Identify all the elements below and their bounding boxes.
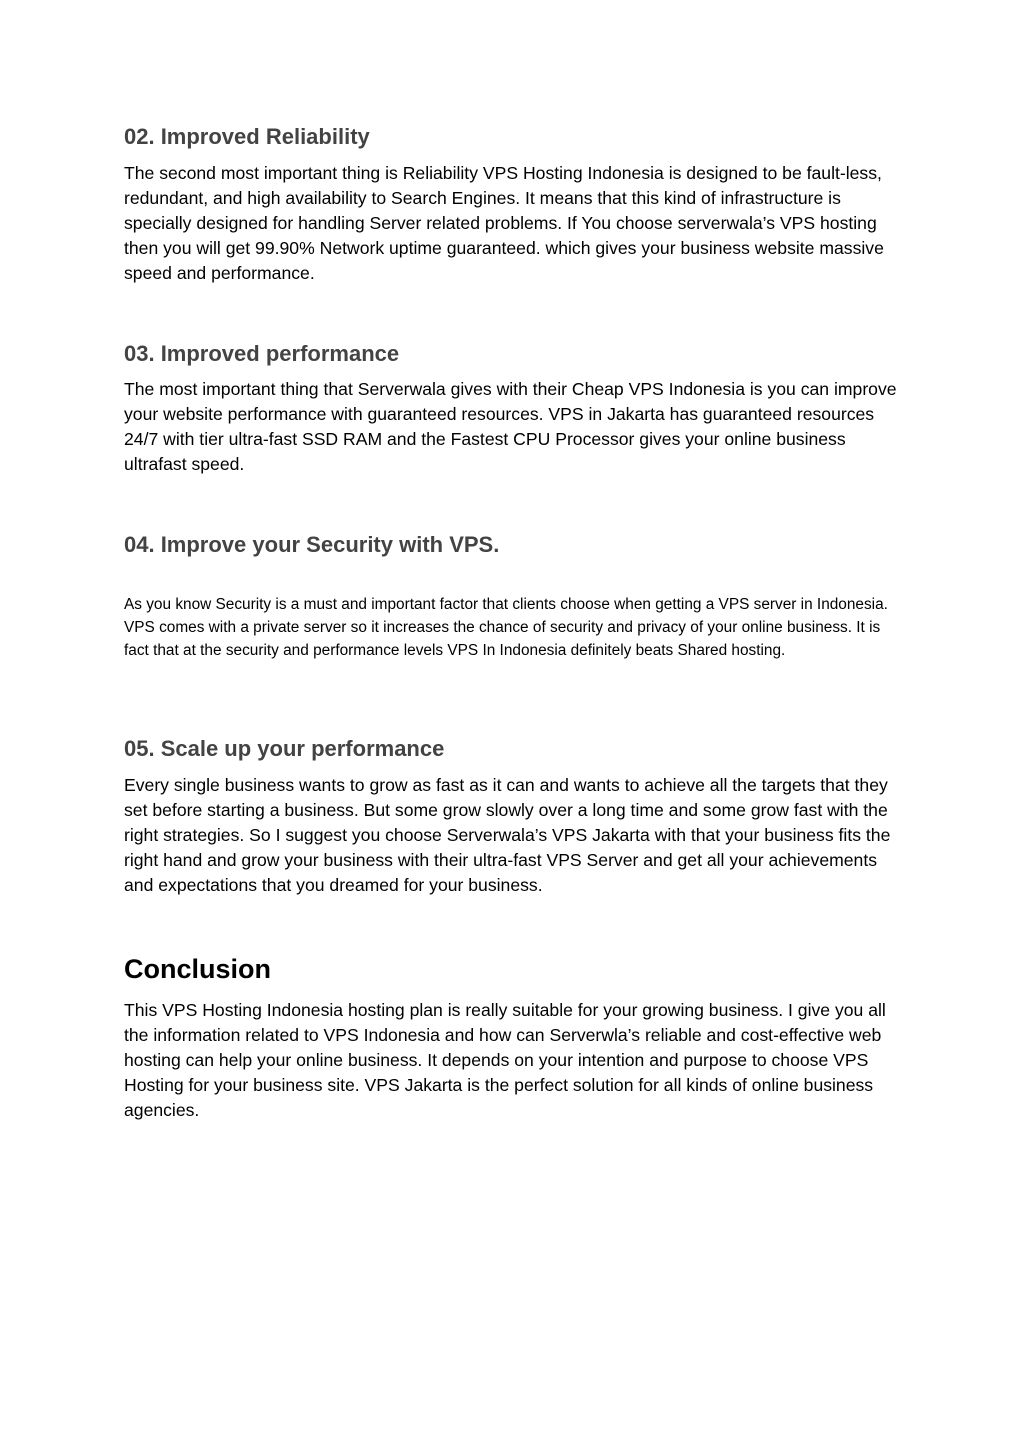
section-body-reliability: The second most important thing is Reliability VPS Hosting Indonesia is designed to be fault-less, redundant, and high availability to Search Engines. It means that this kind of infrastructure is specially designed for handling Server related problems. If You choose serverwala’s VPS hosting then you will get 99.90% Network uptime guaranteed. which gives your business website massive speed and performance. bbox=[124, 163, 884, 283]
section-heading-security: 04. Improve your Security with VPS. bbox=[124, 532, 500, 557]
conclusion-heading: Conclusion bbox=[124, 954, 271, 984]
section-heading-scale: 05. Scale up your performance bbox=[124, 736, 445, 761]
section-body-performance: The most important thing that Serverwala gives with their Cheap VPS Indonesia is you can improve your website performance with guaranteed resources. VPS in Jakarta has guaranteed resources 24/7 with tier ultra-fast SSD RAM and the Fastest CPU Processor gives your online business ultrafast speed. bbox=[124, 379, 897, 474]
section-heading-reliability: 02. Improved Reliability bbox=[124, 124, 370, 149]
section-body-security: As you know Security is a must and important factor that clients choose when getting a VPS server in Indonesia. VPS comes with a private server so it increases the chance of security and privacy of your online business. It is fact that at the security and performance levels VPS In Indonesia definitely beats Shared hosting. bbox=[124, 596, 888, 659]
section-heading-performance: 03. Improved performance bbox=[124, 341, 400, 366]
conclusion-body: This VPS Hosting Indonesia hosting plan is really suitable for your growing business. I give you all the information related to VPS Indonesia and how can Serverwla’s reliable and cost-effective web hosting can help your online business. It depends on your intention and purpose to choose VPS Hosting for your business site. VPS Jakarta is the perfect solution for all kinds of online business agencies. bbox=[124, 1000, 886, 1120]
section-body-scale: Every single business wants to grow as fast as it can and wants to achieve all the targets that they set before starting a business. But some grow slowly over a long time and some grow fast with the right strategies. So I suggest you choose Serverwala’s VPS Jakarta with that your business fits the right hand and grow your business with their ultra-fast VPS Server and get all your achievements and expectations that you dreamed for your business. bbox=[124, 775, 891, 895]
